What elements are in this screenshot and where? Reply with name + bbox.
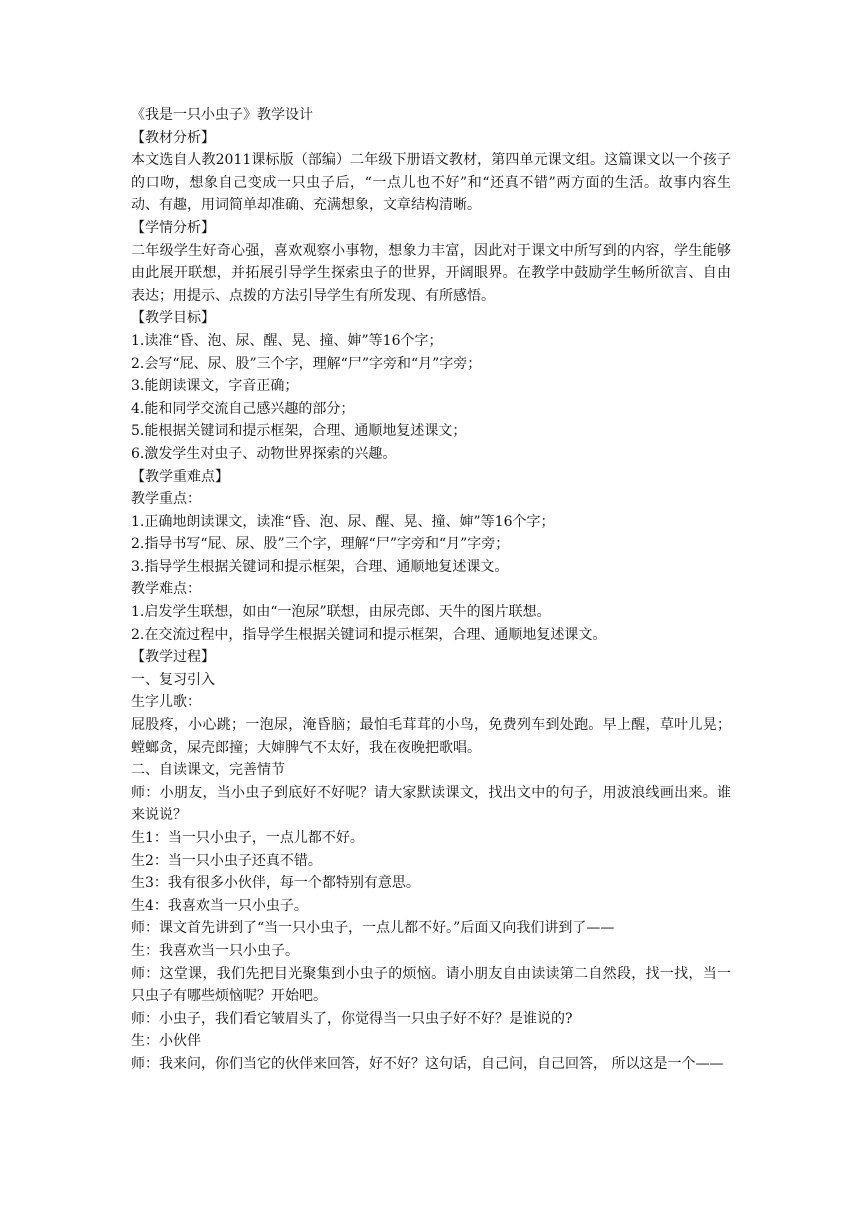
dialogue-line: 生2：当一只小虫子还真不错。 [131, 852, 322, 869]
dialogue-line: 生：小伙伴 [131, 1033, 201, 1050]
difficulty-item: 1.启发学生联想，如由“一泡尿”联想，由尿壳郎、天牛的图片联想。 [131, 604, 551, 621]
material-paragraph: 本文选自人教2011课标版（部编）二年级下册语文教材，第四单元课文组。这篇课文以一个孩子的口吻，想象自己变成一只虫子后，“一点儿也不好”和“还真不错”两方面的生活。故事内容生动、有趣，用词简单却准确、充满想象，文章结构清晰。 [131, 152, 731, 214]
dialogue-line: 师：这堂课，我们先把目光聚集到小虫子的烦恼。请小朋友自由读读第二自然段，找一找，当一只虫子有哪些烦恼呢？开始吧。 [131, 965, 731, 1005]
goal-item: 4.能和同学交流自己感兴趣的部分； [131, 400, 355, 417]
section-heading-goals: 【教学目标】 [131, 310, 215, 327]
difficulty-item: 2.在交流过程中，指导学生根据关键词和提示框架，合理、通顺地复述课文。 [131, 626, 607, 643]
section-heading-process: 【教学过程】 [131, 649, 215, 666]
students-paragraph: 二年级学生好奇心强，喜欢观察小事物，想象力丰富，因此对于课文中所写到的内容，学生能够由此展开联想，并拓展引导学生探索虫子的世界，开阔眼界。在教学中鼓励学生畅所欲言、自由表达；用提示、点拨的方法引导学生有所发现、有所感悟。 [131, 242, 731, 304]
document-page [131, 104, 731, 1076]
goal-item: 3.能朗读课文，字音正确； [131, 378, 299, 395]
dialogue-line: 生3：我有很多小伙伴，每一个都特别有意思。 [131, 875, 420, 892]
rhyme-paragraph: 屁股疼，小心跳；一泡尿，淹昏脑；最怕毛茸茸的小鸟，免费列车到处跑。早上醒，草叶儿晃；螳螂贪，屎壳郎撞；大婶脾气不太好，我在夜晚把歌唱。 [131, 717, 731, 756]
goal-item: 1.读准“昏、泡、尿、醒、晃、撞、婶”等16个字； [131, 332, 443, 349]
rhyme-label: 生字儿歌： [131, 694, 201, 711]
goal-item: 5.能根据关键词和提示框架，合理、通顺地复述课文； [131, 423, 467, 440]
step-heading: 二、自读课文，完善情节 [131, 762, 285, 779]
dialogue-line: 生：我喜欢当一只小虫子。 [131, 942, 299, 959]
section-heading-key-points: 【教学重难点】 [131, 468, 229, 485]
difficulties-label: 教学难点： [131, 581, 201, 598]
goal-item: 2.会写“屁、尿、股”三个字，理解“尸”字旁和“月”字旁； [131, 355, 482, 372]
dialogue-line: 师：课文首先讲到了“当一只小虫子，一点儿都不好。”后面又向我们讲到了—— [131, 920, 615, 937]
key-points-label: 教学重点： [131, 491, 201, 508]
dialogue-line: 师：我来问，你们当它的伙伴来回答，好不好？这句话，自己问，自己回答， 所以这是一个—— [131, 1055, 724, 1072]
dialogue-line: 师：小朋友，当小虫子到底好不好呢？请大家默读课文，找出文中的句子，用波浪线画出来。谁来说说？ [131, 784, 731, 824]
dialogue-line: 生4：我喜欢当一只小虫子。 [131, 897, 308, 914]
key-point-item: 3.指导学生根据关键词和提示框架，合理、通顺地复述课文。 [131, 558, 509, 575]
goal-item: 6.激发学生对虫子、动物世界探索的兴趣。 [131, 445, 397, 462]
section-heading-students: 【学情分析】 [131, 219, 215, 236]
step-heading: 一、复习引入 [131, 671, 215, 688]
section-heading-material: 【教材分析】 [131, 129, 215, 146]
dialogue-line: 生1：当一只小虫子，一点儿都不好。 [131, 830, 364, 846]
doc-title: 《我是一只小虫子》教学设计 [131, 107, 313, 123]
dialogue-line: 师：小虫子，我们看它皱眉头了，你觉得当一只虫子好不好？是谁说的? [131, 1010, 573, 1027]
key-point-item: 2.指导书写“屁、尿、股”三个字，理解“尸”字旁和“月”字旁； [131, 536, 510, 553]
key-point-item: 1.正确地朗读课文，读准“昏、泡、尿、醒、晃、撞、婶”等16个字； [131, 513, 555, 530]
